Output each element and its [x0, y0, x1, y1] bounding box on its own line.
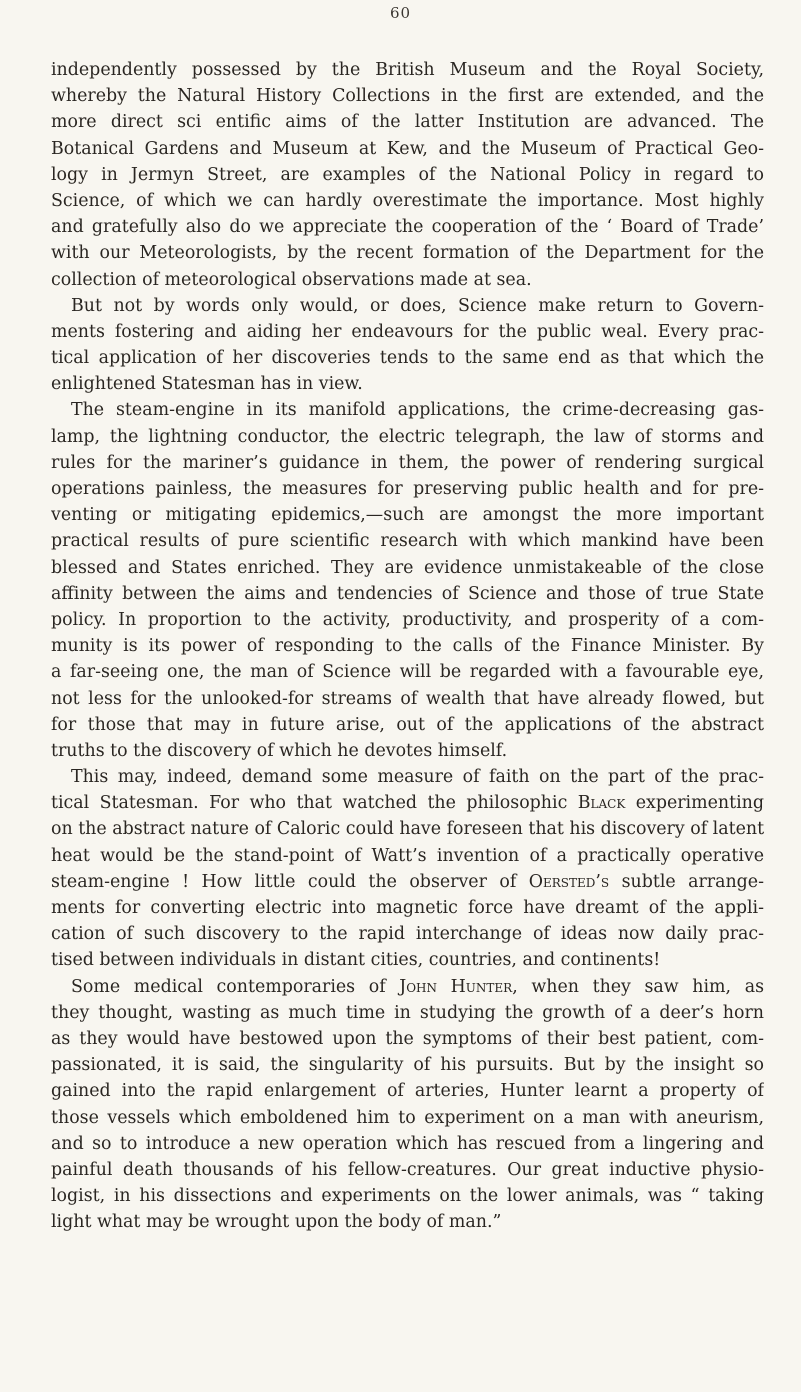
text-line: painful death thousands of his fellow-creatures. Our great inductive physio- — [51, 1159, 764, 1180]
text-line: blessed and States enriched. They are evidence unmistakeable of the close — [51, 557, 764, 578]
text-line: passionated, it is said, the singularity of his pursuits. But by the insight so — [51, 1055, 764, 1076]
text-line: venting or mitigating epidemics,—such are amongst the more important — [51, 505, 764, 526]
paragraph — [51, 974, 764, 1236]
text-line: operations painless, the measures for preserving public health and for pre- — [51, 479, 764, 499]
text-line: independently possessed by the British Museum and the Royal Society, — [51, 60, 764, 80]
text-line: gained into the rapid enlargement of arteries, Hunter learnt a property of — [51, 1081, 764, 1102]
text-line: Botanical Gardens and Museum at Kew, and the Museum of Practical Geo- — [51, 138, 764, 159]
text-line: as they would have bestowed upon the symptoms of their best patient, com- — [51, 1028, 764, 1049]
text-line: and so to introduce a new operation which has rescued from a lingering and — [51, 1133, 764, 1154]
text-line: munity is its power of responding to the calls of the Finance Minister. By — [51, 636, 764, 657]
text-line: cation of such discovery to the rapid interchange of ideas now daily prac- — [51, 924, 764, 945]
paragraph — [51, 57, 764, 293]
text-line: This may, indeed, demand some measure of faith on the part of the prac- — [71, 767, 764, 788]
text-line: tical application of her discoveries tends to the same end as that which the — [51, 348, 764, 369]
text-line: and gratefully also do we appreciate the cooperation of the ‘ Board of Trade’ — [51, 217, 764, 238]
text-line: heat would be the stand-point of Watt’s invention of a practically operative — [51, 845, 764, 866]
text-line: a far-seeing one, the man of Science will be regarded with a favourable eye, — [51, 662, 764, 683]
text-line: they thought, wasting as much time in studying the growth of a deer’s horn — [51, 1002, 764, 1023]
text-line: logy in Jermyn Street, are examples of the National Policy in regard to — [51, 164, 764, 185]
text-line: those vessels which emboldened him to experiment on a man with aneurism, — [51, 1107, 764, 1128]
text-line: tised between individuals in distant cities, countries, and continents! — [51, 950, 661, 971]
text-line: But not by words only would, or does, Science make return to Govern- — [71, 295, 764, 316]
text-line: enlightened Statesman has in view. — [51, 374, 363, 395]
text-line: practical results of pure scientific research with which mankind have been — [51, 531, 764, 552]
text-line: on the abstract nature of Caloric could have foreseen that his discovery of latent — [51, 819, 764, 840]
text-line: logist, in his dissections and experiments on the lower animals, was “ taking — [51, 1186, 764, 1207]
text-line: lamp, the lightning conductor, the electric telegraph, the law of storms and — [51, 426, 764, 447]
text-line: light what may be wrought upon the body of man.” — [51, 1212, 502, 1233]
text-line: The steam-engine in its manifold applications, the crime-decreasing gas- — [71, 400, 764, 421]
text-line: affinity between the aims and tendencies of Science and those of true State — [51, 583, 764, 604]
text-line: steam-engine ! How little could the observer of Oersted’s subtle arrange- — [51, 871, 764, 892]
text-line: more direct sci entific aims of the latter Institution are advanced. The — [51, 112, 764, 133]
text-line: tical Statesman. For who that watched the philosophic Black experimenting — [51, 793, 764, 814]
paragraph — [51, 764, 764, 974]
text-line: collection of meteorological observations made at sea. — [51, 269, 532, 290]
text-line: not less for the unlooked-for streams of wealth that have already flowed, but — [51, 688, 764, 709]
text-line: for those that may in future arise, out of the applications of the abstract — [51, 714, 764, 735]
text-line: whereby the Natural History Collections in the first are extended, and the — [51, 86, 764, 107]
paragraph — [51, 397, 764, 764]
text-line: truths to the discovery of which he devotes himself. — [51, 740, 508, 761]
text-line: Some medical contemporaries of John Hunter, when they saw him, as — [71, 976, 764, 997]
page-number: 60 — [389, 4, 412, 22]
text-line: ments fostering and aiding her endeavours for the public weal. Every prac- — [51, 321, 764, 342]
text-line: rules for the mariner’s guidance in them, the power of rendering surgical — [51, 452, 764, 473]
text-line: with our Meteorologists, by the recent formation of the Department for the — [51, 243, 764, 264]
text-line: ments for converting electric into magnetic force have dreamt of the appli- — [51, 898, 764, 918]
text-line: Science, of which we can hardly overestimate the importance. Most highly — [51, 190, 764, 211]
paragraph — [51, 293, 764, 398]
body-text — [51, 57, 764, 1235]
text-line: policy. In proportion to the activity, productivity, and prosperity of a com- — [51, 609, 764, 630]
